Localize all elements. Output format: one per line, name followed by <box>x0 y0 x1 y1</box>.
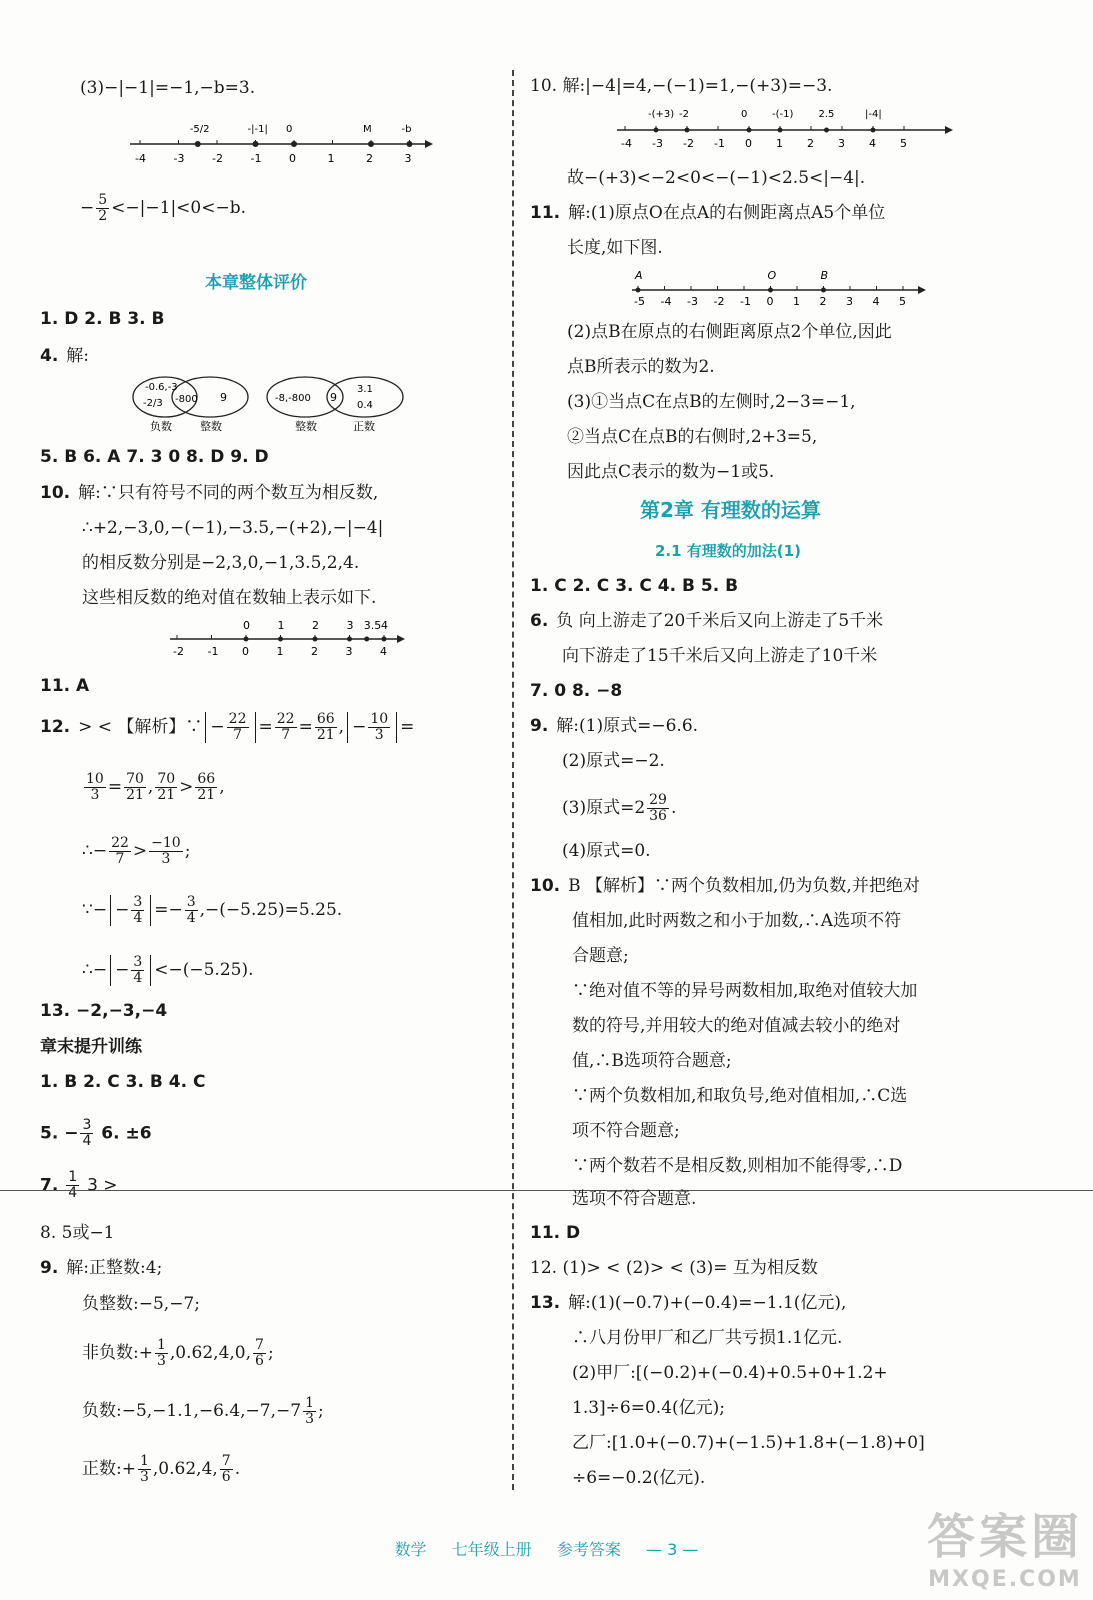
tick-label: -3 <box>687 295 698 307</box>
point-label: 0 <box>741 109 748 120</box>
tick-label: 3 <box>838 137 845 150</box>
venn-label: -800 <box>175 394 198 405</box>
point <box>636 288 641 293</box>
r7-8: 7. 0 8. −8 <box>530 681 623 701</box>
point-label: 3 <box>346 619 354 632</box>
q11: 11. A <box>40 676 90 696</box>
tick-label: 5 <box>900 137 907 150</box>
r6: 6. 负 向上游走了20千米后又向上游走了5千米 <box>530 611 884 631</box>
s9: 9. 解:正整数:4; <box>40 1258 163 1278</box>
r13-c: (2)甲厂:[(−0.2)+(−0.4)+0.5+0+1.2+ <box>572 1363 888 1383</box>
r13-b: ∴八月份甲厂和乙厂共亏损1.1亿元. <box>572 1328 843 1348</box>
q13: 13. −2,−3,−4 <box>40 1001 168 1021</box>
r13-f: ÷6=−0.2(亿元). <box>572 1468 706 1488</box>
tick-label: 3 <box>404 152 412 165</box>
number-line-4 <box>630 265 930 307</box>
tick-label: 1 <box>793 295 800 307</box>
tick-label: 4 <box>869 137 876 150</box>
number-line-1 <box>125 110 435 170</box>
venn-label: -8,-800 <box>275 393 311 404</box>
tick-label: -2 <box>212 152 223 165</box>
tick-label: -4 <box>621 137 632 150</box>
answers-s5-6: 5. − $\frac{3}{4}$ 6. ±6 <box>40 1117 152 1149</box>
venn-label: 0.4 <box>357 400 373 411</box>
point-label: -5/2 <box>189 124 210 135</box>
line-q3: (3)−|−1|=−1,−b=3. <box>80 78 256 98</box>
svg-text:整数: 整数 <box>200 420 222 433</box>
point <box>244 637 249 642</box>
point <box>291 141 297 147</box>
point <box>685 128 690 133</box>
q10-c: 的相反数分别是−2,3,0,−1,3.5,2,4. <box>82 553 360 573</box>
svg-text:正数: 正数 <box>353 420 375 433</box>
point <box>768 288 773 293</box>
r10b-d: ∵绝对值不等的异号两数相加,取绝对值较大加 <box>572 981 918 1001</box>
r10-line: 10. 解:|−4|=4,−(−1)=1,−(+3)=−3. <box>530 76 833 96</box>
point-label: 0 <box>243 619 250 632</box>
r11-e: (3)①当点C在点B的左侧时,2−3=−1, <box>567 392 856 412</box>
answers-s8: 8. 5或−1 <box>40 1223 115 1243</box>
number-line-2 <box>165 618 405 663</box>
column-divider <box>512 70 514 1490</box>
section-title-chapter-eval: 本章整体评价 <box>205 273 307 293</box>
tick-label: 2 <box>311 645 318 658</box>
answers-s7: 7. $\frac{1}{4}$ 3 > <box>40 1169 118 1201</box>
page-number: — 3 — <box>645 1540 699 1559</box>
point-label: O <box>767 269 777 282</box>
q12-line5: ∴− − $\frac{3}{4}$ <−(−5.25). <box>82 954 254 986</box>
horizontal-rule <box>0 1190 1093 1191</box>
r10b-f: 值,∴B选项符合题意; <box>572 1051 732 1071</box>
tick-label: 1 <box>327 152 335 165</box>
r10-order: 故−(+3)<−2<0<−(−1)<2.5<|−4|. <box>567 168 866 188</box>
point <box>195 141 201 147</box>
venn-label: 9 <box>330 391 337 404</box>
r10b-i: ∵两个数若不是相反数,则相加不能得零,∴D <box>572 1156 903 1176</box>
r11-g: 因此点C表示的数为−1或5. <box>567 462 775 482</box>
answers-1-3: 1. D 2. B 3. B <box>40 309 165 329</box>
venn-label: -2/3 <box>143 398 163 409</box>
tick-label: 2 <box>366 152 373 165</box>
tick-label: -1 <box>740 295 751 307</box>
tick-label: -1 <box>250 152 262 165</box>
s9-b: 负整数:−5,−7; <box>82 1294 200 1314</box>
tick-label: 1 <box>776 137 783 150</box>
venn-label: 3.1 <box>357 384 373 395</box>
point <box>313 637 318 642</box>
answers-5-9: 5. B 6. A 7. 3 0 8. D 9. D <box>40 447 269 467</box>
tick-label: 4 <box>380 645 387 658</box>
point-label: -(+3) <box>648 109 675 120</box>
s9-e: 正数:+ $\frac{1}{3}$ ,0.62,4, $\frac{7}{6}$ . <box>82 1453 241 1485</box>
point <box>368 141 374 147</box>
q12-line4: ∵− − $\frac{3}{4}$ =− $\frac{3}{4}$ ,−(−5.25)=5.25. <box>82 894 343 926</box>
section-chapter-end: 章末提升训练 <box>40 1037 142 1057</box>
point-label: B <box>820 269 829 282</box>
r13-d: 1.3]÷6=0.4(亿元); <box>572 1398 725 1418</box>
r13-e: 乙厂:[1.0+(−0.7)+(−1.5)+1.8+(−1.8)+0] <box>572 1433 925 1453</box>
r10b-j: 选项不符合题意. <box>572 1189 697 1209</box>
watermark-logo: 答案圈 MXQE.COM <box>926 1509 1083 1592</box>
point-label: -(-1) <box>772 109 794 120</box>
point-label: 1 <box>277 619 285 632</box>
footer-answers: 参考答案 <box>556 1540 621 1559</box>
s9-d: 负数:−5,−1.1,−6.4,−7,−7 $\frac{1}{3}$ ; <box>82 1395 324 1427</box>
point-label: M <box>363 124 372 135</box>
tick-label: -3 <box>173 152 185 165</box>
point-label: 0 <box>286 124 293 135</box>
q10: 10. 解:∵只有符号不同的两个数互为相反数, <box>40 483 379 503</box>
venn-label: -0.6,-3 <box>145 382 178 393</box>
q10-d: 这些相反数的绝对值在数轴上表示如下. <box>82 588 377 608</box>
tick-label: 0 <box>766 295 774 307</box>
s9-c: 非负数:+ $\frac{1}{3}$ ,0.62,4,0, $\frac{7}{6}$ ; <box>82 1337 274 1369</box>
tick-label: -4 <box>660 295 672 307</box>
tick-label: 5 <box>899 295 906 307</box>
tick-label: -2 <box>683 137 694 150</box>
point <box>747 128 752 133</box>
r11-d: 点B所表示的数为2. <box>567 357 715 377</box>
point <box>871 128 876 133</box>
point <box>407 141 413 147</box>
r-answers-1-5: 1. C 2. C 3. C 4. B 5. B <box>530 576 739 596</box>
tick-label: -2 <box>713 295 725 307</box>
point <box>824 128 829 133</box>
r10b-b: 值相加,此时两数之和小于加数,∴A选项不符 <box>572 911 902 931</box>
q12-line3: ∴− $\frac{22}{7}$ > $\frac{-10}{3}$ ; <box>82 835 191 867</box>
tick-label: -1 <box>714 137 725 150</box>
tick-label: -3 <box>652 137 663 150</box>
r10b-c: 合题意; <box>572 946 629 966</box>
point-label: -b <box>401 124 412 135</box>
tick-label: 0 <box>242 645 249 658</box>
point <box>278 637 283 642</box>
r10b-h: 项不符合题意; <box>572 1121 680 1141</box>
r13: 13. 解:(1)(−0.7)+(−0.4)=−1.1(亿元), <box>530 1293 847 1313</box>
tick-label: -2 <box>173 645 184 658</box>
svg-text:整数: 整数 <box>295 420 317 433</box>
svg-text:负数: 负数 <box>150 420 172 433</box>
venn-label: 9 <box>220 391 227 404</box>
point <box>347 637 352 642</box>
point <box>253 141 259 147</box>
venn-diagrams <box>125 372 415 434</box>
point-label: 4 <box>381 619 388 632</box>
r9-d: (4)原式=0. <box>562 841 651 861</box>
point <box>654 128 659 133</box>
tick-label: -1 <box>207 645 219 658</box>
tick-label: 3 <box>846 295 853 307</box>
q12-line2: $\frac{10}{3}$ = $\frac{70}{21}$ , $\frac{70}{21}$ > $\frac{66}{21}$ , <box>86 771 225 803</box>
point-label: -2 <box>679 109 689 120</box>
point <box>382 637 387 642</box>
tick-label: 4 <box>872 295 880 307</box>
tick-label: -4 <box>135 152 146 165</box>
point-label: 3.5 <box>363 619 382 632</box>
r12: 12. (1)> < (2)> < (3)= 互为相反数 <box>530 1258 818 1278</box>
tick-label: 2 <box>819 295 827 307</box>
tick-label: 0 <box>745 137 752 150</box>
q4: 4. 解: <box>40 346 90 366</box>
tick-label: 3 <box>345 645 353 658</box>
tick-label: 0 <box>289 152 296 165</box>
tick-label: 1 <box>276 645 284 658</box>
footer-grade: 七年级上册 <box>451 1540 532 1559</box>
r10b: 10. B 【解析】∵两个负数相加,仍为负数,并把绝对 <box>530 876 920 896</box>
footer-subject: 数学 <box>394 1540 427 1559</box>
r10b-e: 数的符号,并用较大的绝对值减去较小的绝对 <box>572 1016 901 1036</box>
point-label: A <box>635 269 643 282</box>
chapter-2-title: 第2章 有理数的运算 <box>640 498 821 522</box>
answers-s1-4: 1. B 2. C 3. B 4. C <box>40 1072 206 1092</box>
r11-b: 长度,如下图. <box>567 238 663 258</box>
r11b: 11. D <box>530 1223 581 1243</box>
r11-c: (2)点B在原点的右侧距离原点2个单位,因此 <box>567 322 892 342</box>
q10-b: ∴+2,−3,0,−(−1),−3.5,−(+2),−|−4| <box>82 518 384 538</box>
r6-b: 向下游走了15千米后又向上游走了10千米 <box>562 646 878 666</box>
point-label: -|-1| <box>247 124 268 135</box>
r9: 9. 解:(1)原式=−6.6. <box>530 716 699 736</box>
section-2-1-title: 2.1 有理数的加法(1) <box>655 542 801 560</box>
point-label: |-4| <box>865 109 882 120</box>
q12-line1: 12. > < 【解析】∵ − $\frac{22}{7}$ = $\frac{22}{7}$ = $\frac{66}{21}$ , − $\frac{10}{3}$ = <box>40 711 415 743</box>
point <box>364 637 369 642</box>
r11-f: ②当点C在点B的右侧时,2+3=5, <box>567 427 818 447</box>
point <box>778 128 783 133</box>
point <box>821 288 826 293</box>
tick-label: -5 <box>634 295 645 307</box>
r10b-g: ∵两个负数相加,和取负号,绝对值相加,∴C选 <box>572 1086 908 1106</box>
number-line-3 <box>615 103 955 153</box>
r9-b: (2)原式=−2. <box>562 751 665 771</box>
r9-c: (3)原式=2 $\frac{29}{36}$ . <box>562 792 677 824</box>
tick-label: 2 <box>807 137 814 150</box>
point-label: 2.5 <box>818 109 835 120</box>
point-label: 2 <box>312 619 319 632</box>
line-order-1: − $\frac{5}{2}$ <−|−1|<0<−b. <box>80 192 247 224</box>
r11: 11. 解:(1)原点O在点A的右侧距离点A5个单位 <box>530 203 886 223</box>
